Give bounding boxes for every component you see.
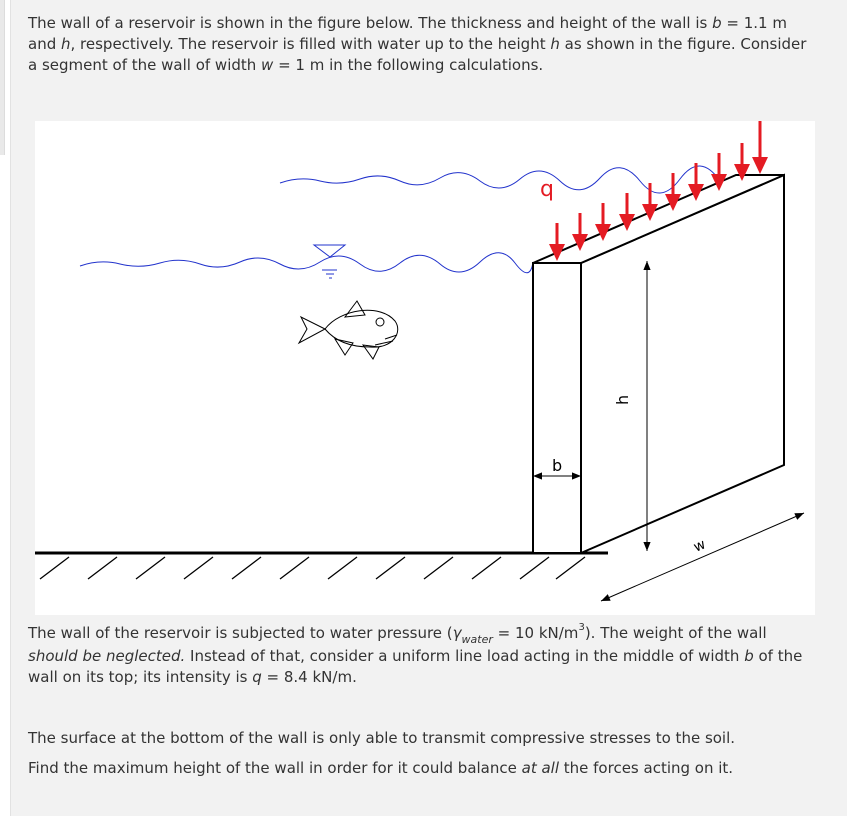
- symbol-b: b: [712, 14, 722, 32]
- intro-text: The wall of a reservoir is shown in the figure below. The thickness and height of the wall is: [28, 14, 713, 32]
- gamma-subscript: water: [461, 633, 493, 646]
- intro-text: as shown in the figure. Consider a segment of the wall of width: [28, 35, 807, 74]
- figure-svg: [35, 121, 815, 615]
- pressure-text: The wall of the reservoir is subjected to water pressure (: [28, 624, 453, 642]
- task-paragraph: [28, 758, 818, 779]
- label-b: b: [552, 456, 563, 475]
- task-text: Find the maximum height of the wall in order for it could balance: [28, 759, 522, 777]
- water-surface-lower: [80, 253, 533, 273]
- left-edge-marker: [0, 0, 5, 155]
- ground-hatching: [40, 557, 585, 579]
- pressure-text: ). The weight of the wall: [584, 624, 767, 642]
- pressure-paragraph: [28, 623, 818, 688]
- intro-paragraph: [28, 13, 818, 76]
- symbol-q: q: [252, 668, 262, 686]
- label-q: q: [540, 177, 554, 202]
- symbol-h: h: [550, 35, 560, 53]
- pressure-text: = 10 kN/m: [492, 624, 579, 642]
- pressure-text: Instead of that, consider a uniform line load acting in the middle of width: [185, 647, 745, 665]
- pressure-text: of the wall on its top; its intensity is: [28, 647, 803, 686]
- task-text: the forces acting on it.: [559, 759, 734, 777]
- pressure-text: = 8.4 kN/m.: [261, 668, 357, 686]
- water-surface-upper: [280, 166, 750, 195]
- intro-text: = 1 m in the following calculations.: [273, 56, 544, 74]
- emphasis-text: should be neglected.: [28, 647, 186, 665]
- label-w: w: [691, 536, 709, 556]
- unit-superscript: 3: [578, 622, 585, 633]
- emphasis-text: at all: [521, 759, 559, 777]
- reservoir-wall-figure: [35, 121, 815, 615]
- symbol-gamma: γ: [452, 624, 462, 642]
- water-level-icon: [314, 245, 345, 278]
- fish-icon: [299, 301, 398, 359]
- intro-text: , respectively. The reservoir is filled with water up to the height: [70, 35, 551, 53]
- label-h: h: [613, 394, 632, 405]
- soil-paragraph: The surface at the bottom of the wall is only able to transmit compressive stresses to the soil.: [28, 729, 736, 747]
- wall-body: [533, 175, 784, 556]
- symbol-b: b: [744, 647, 754, 665]
- symbol-w: w: [261, 56, 274, 74]
- intro-text: = 1.1 m and: [28, 14, 787, 53]
- symbol-h: h: [61, 35, 71, 53]
